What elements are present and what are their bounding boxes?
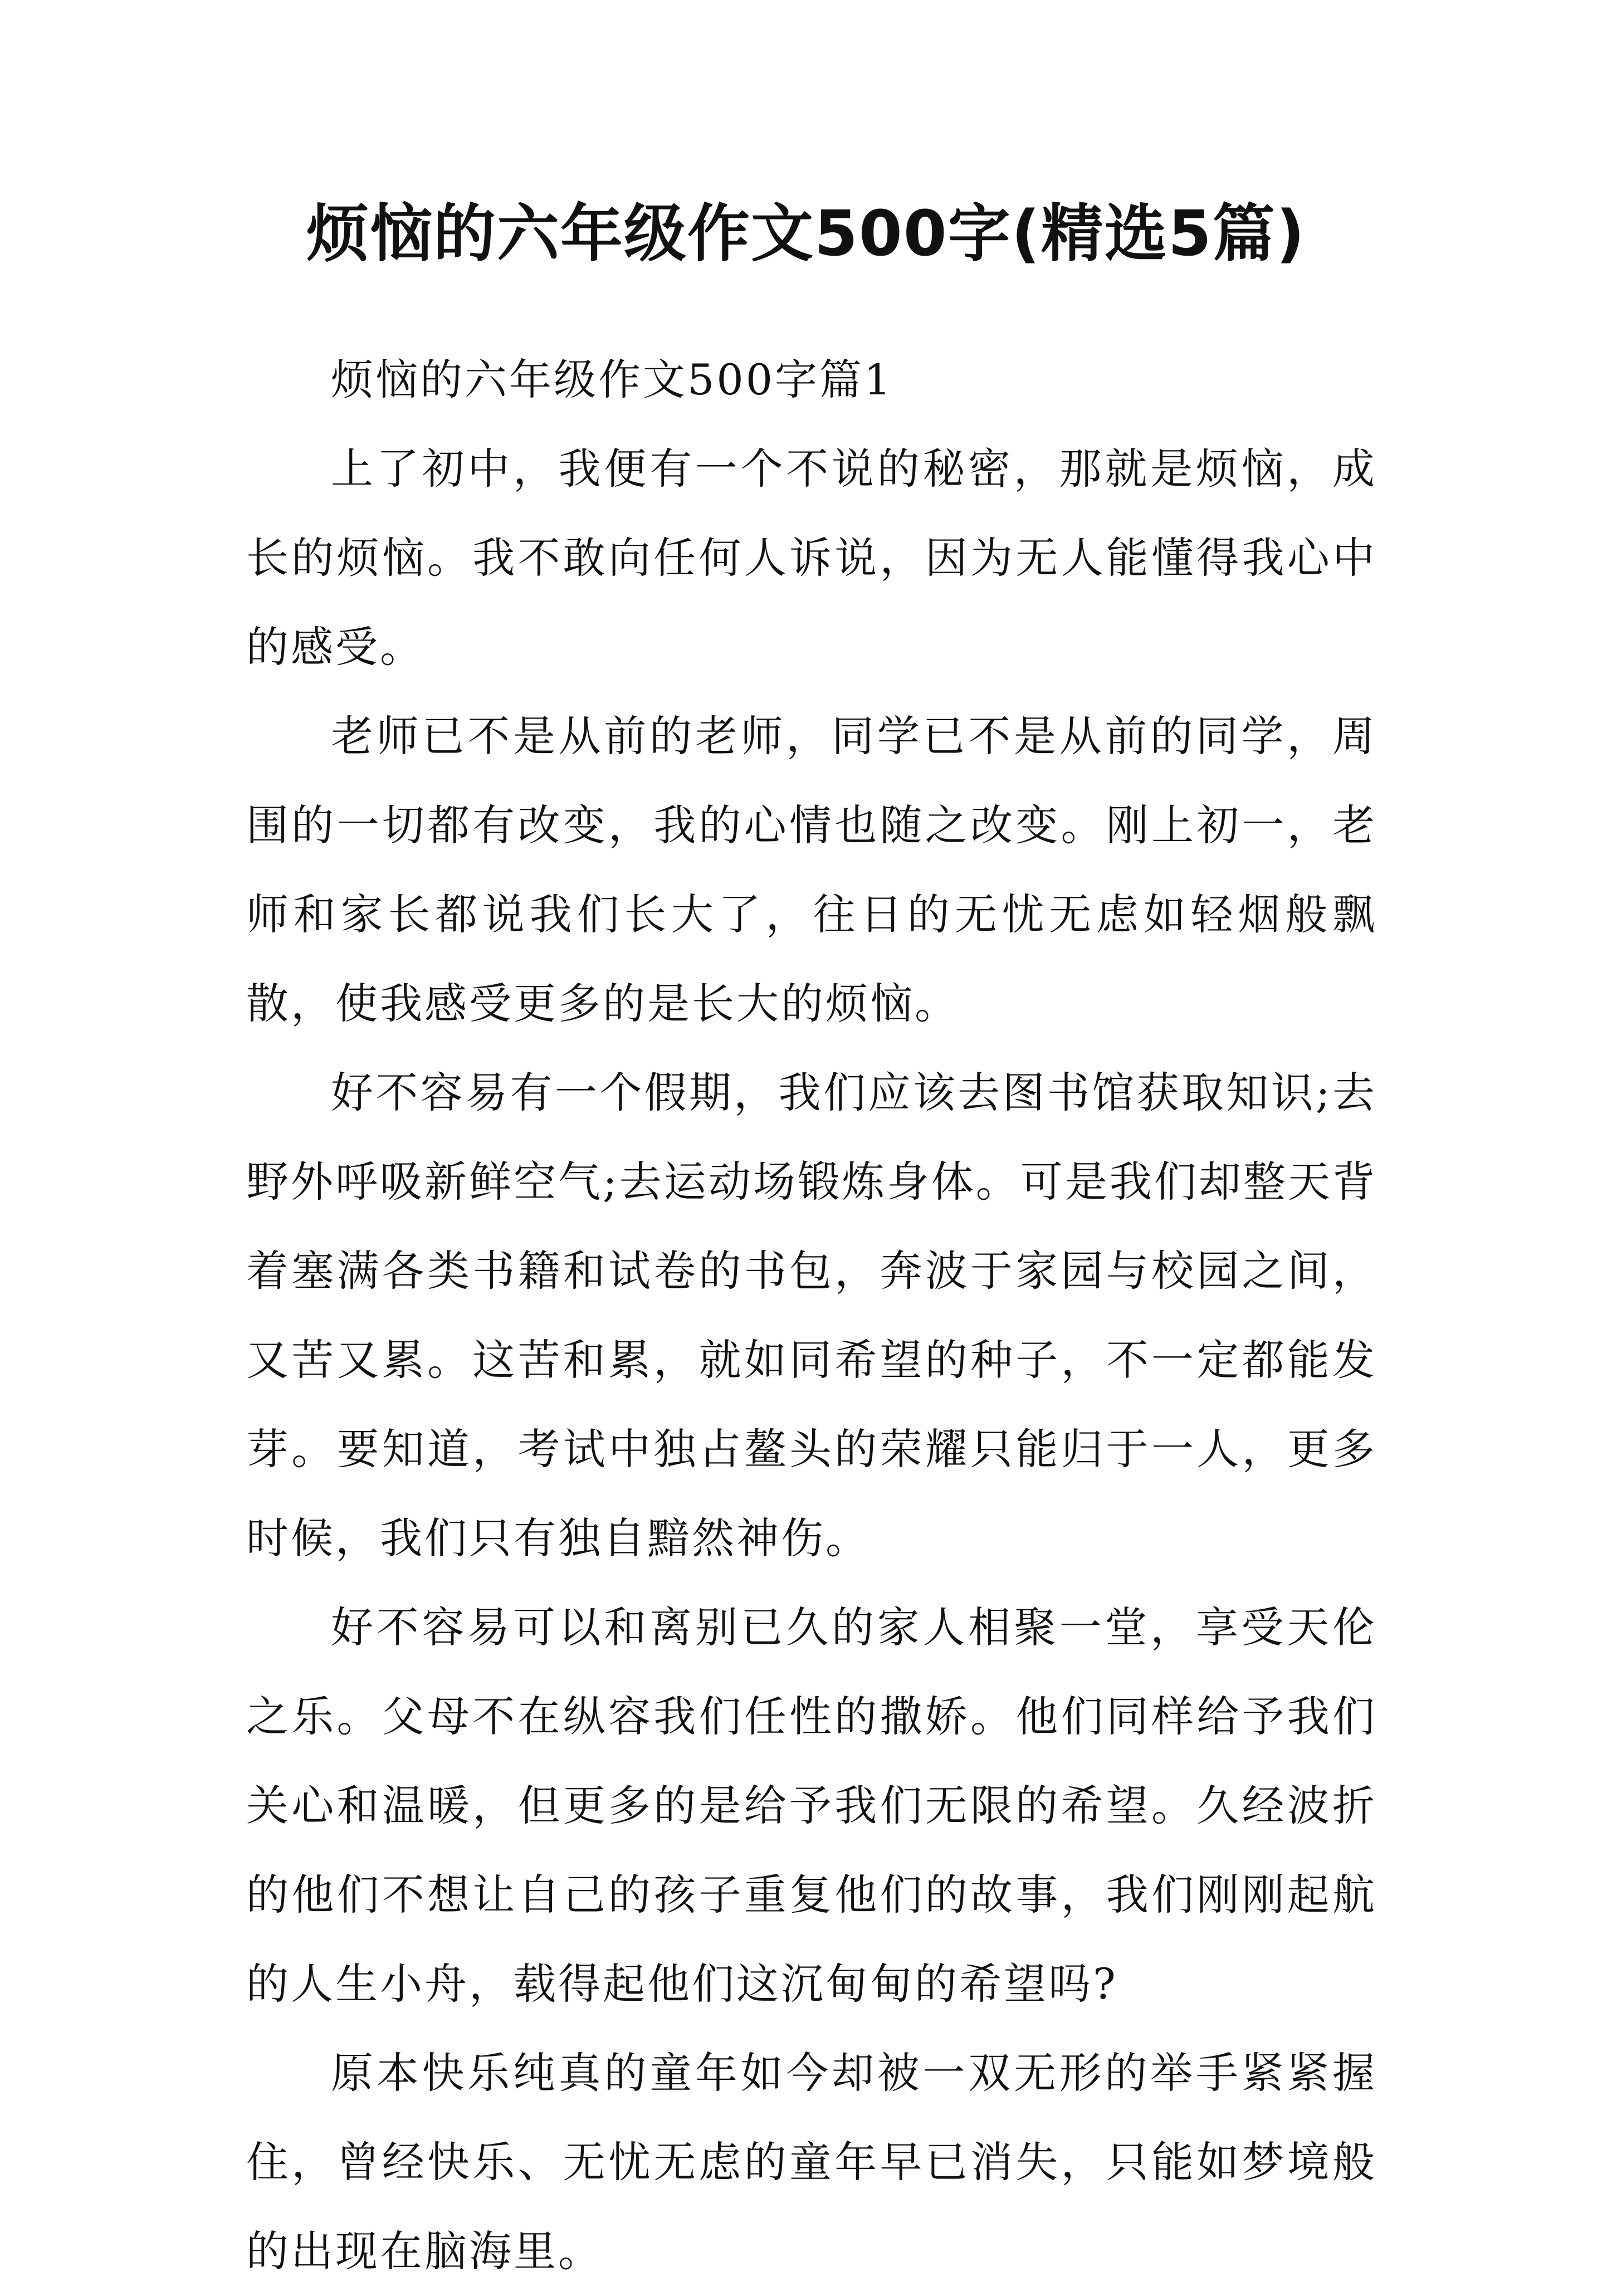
paragraph-1: 上了初中，我便有一个不说的秘密，那就是烦恼，成长的烦恼。我不敢向任何人诉说，因为无人能懂得我心中的感受。 — [246, 444, 1377, 672]
document-body — [246, 335, 1377, 2296]
paragraph-5: 原本快乐纯真的童年如今却被一双无形的举手紧紧握住，曾经快乐、无忧无虑的童年早已消失，只能如梦境般的出现在脑海里。 — [246, 2048, 1377, 2276]
document-title: 烦恼的六年级作文500字(精选5篇) — [306, 198, 1306, 270]
paragraph-3: 好不容易有一个假期，我们应该去图书馆获取知识;去野外呼吸新鲜空气;去运动场锻炼身体。可是我们却整天背着塞满各类书籍和试卷的书包，奔波于家园与校园之间，又苦又累。这苦和累，就如同希望的种子，不一定都能发芽。要知道，考试中独占鳌头的荣耀只能归于一人，更多时候，我们只有独自黯然神伤。 — [246, 1068, 1377, 1563]
section-heading: 烦恼的六年级作文500字篇1 — [331, 355, 893, 404]
paragraph-2: 老师已不是从前的老师，同学已不是从前的同学，周围的一切都有改变，我的心情也随之改变。刚上初一，老师和家长都说我们长大了，往日的无忧无虑如轻烟般飘散，使我感受更多的是长大的烦恼。 — [246, 711, 1377, 1028]
paragraph-4: 好不容易可以和离别已久的家人相聚一堂，享受天伦之乐。父母不在纵容我们任性的撒娇。他们同样给予我们关心和温暖，但更多的是给予我们无限的希望。久经波折的他们不想让自己的孩子重复他们的故事，我们刚刚起航的人生小舟，载得起他们这沉甸甸的希望吗? — [246, 1603, 1377, 2009]
